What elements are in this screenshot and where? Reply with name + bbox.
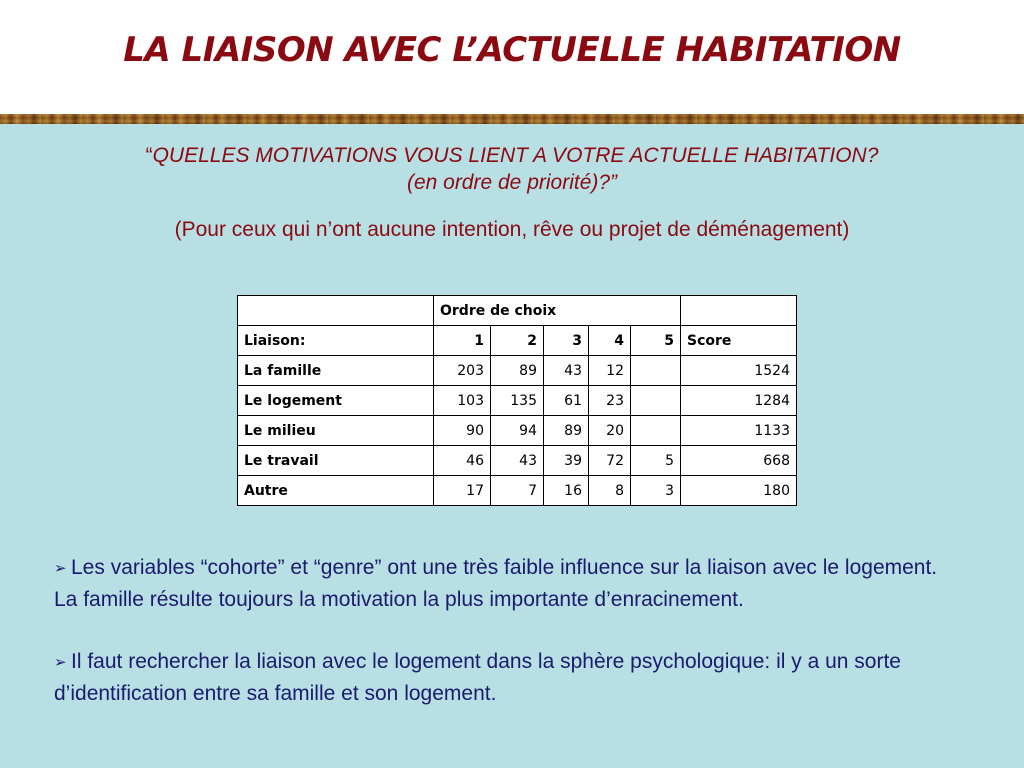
cell-rank-5: 5 <box>631 446 681 476</box>
open-quote: “ <box>145 144 153 167</box>
cell-rank-4: 12 <box>589 356 631 386</box>
cell-rank-2: 43 <box>491 446 544 476</box>
table-cell-empty <box>681 296 797 326</box>
cell-rank-4: 72 <box>589 446 631 476</box>
column-header-3: 3 <box>544 326 589 356</box>
group-header-ordre-de-choix: Ordre de choix <box>434 296 681 326</box>
cell-score: 1524 <box>681 356 797 386</box>
cell-score: 1284 <box>681 386 797 416</box>
cell-rank-2: 94 <box>491 416 544 446</box>
arrow-bullet-icon: ➢ <box>54 560 67 577</box>
cell-rank-3: 43 <box>544 356 589 386</box>
conclusions-list <box>54 552 964 740</box>
row-label: Le milieu <box>238 416 434 446</box>
cell-rank-2: 7 <box>491 476 544 506</box>
row-label: La famille <box>238 356 434 386</box>
row-label: Le travail <box>238 446 434 476</box>
row-label: Le logement <box>238 386 434 416</box>
column-header-score: Score <box>681 326 797 356</box>
table-header-row <box>238 326 797 356</box>
cell-rank-2: 135 <box>491 386 544 416</box>
bullet-item <box>54 552 964 615</box>
bullet-item <box>54 646 964 709</box>
cell-rank-1: 17 <box>434 476 491 506</box>
bullet-text: Il faut rechercher la liaison avec le logement dans la sphère psychologique: il y a un sorte d’identification entre sa famille et son logement. <box>54 650 901 705</box>
cell-rank-1: 46 <box>434 446 491 476</box>
cell-rank-4: 8 <box>589 476 631 506</box>
table-row <box>238 446 797 476</box>
cell-rank-1: 90 <box>434 416 491 446</box>
cell-rank-4: 23 <box>589 386 631 416</box>
cell-score: 1133 <box>681 416 797 446</box>
table-cell-empty <box>238 296 434 326</box>
question-text: QUELLES MOTIVATIONS VOUS LIENT A VOTRE ACTUELLE HABITATION? <box>152 144 879 167</box>
cell-rank-2: 89 <box>491 356 544 386</box>
decorative-texture-band <box>0 114 1024 124</box>
row-label: Autre <box>238 476 434 506</box>
cell-rank-5 <box>631 386 681 416</box>
cell-rank-5 <box>631 356 681 386</box>
bullet-text: Les variables “cohorte” et “genre” ont une très faible influence sur la liaison avec le logement. La famille résulte toujours la motivation la plus importante d’enracinement. <box>54 556 938 611</box>
table-row <box>238 416 797 446</box>
table-row <box>238 476 797 506</box>
column-header-2: 2 <box>491 326 544 356</box>
cell-rank-3: 39 <box>544 446 589 476</box>
cell-score: 668 <box>681 446 797 476</box>
column-header-1: 1 <box>434 326 491 356</box>
column-header-4: 4 <box>589 326 631 356</box>
question-line-1 <box>0 142 1024 169</box>
survey-question <box>0 142 1024 196</box>
cell-score: 180 <box>681 476 797 506</box>
cell-rank-3: 16 <box>544 476 589 506</box>
arrow-bullet-icon: ➢ <box>54 654 67 671</box>
table-row <box>238 356 797 386</box>
results-table <box>237 295 797 506</box>
cell-rank-3: 89 <box>544 416 589 446</box>
slide-title: LA LIAISON AVEC L’ACTUELLE HABITATION <box>123 30 901 70</box>
question-line-2: (en ordre de priorité)?” <box>406 171 618 194</box>
slide-content <box>0 124 1024 768</box>
column-header-liaison: Liaison: <box>238 326 434 356</box>
cell-rank-4: 20 <box>589 416 631 446</box>
cell-rank-1: 103 <box>434 386 491 416</box>
cell-rank-3: 61 <box>544 386 589 416</box>
cell-rank-5 <box>631 416 681 446</box>
column-header-5: 5 <box>631 326 681 356</box>
cell-rank-1: 203 <box>434 356 491 386</box>
cell-rank-5: 3 <box>631 476 681 506</box>
table-group-header-row <box>238 296 797 326</box>
title-area <box>0 0 1024 114</box>
audience-note: (Pour ceux qui n’ont aucune intention, rêve ou projet de déménagement) <box>174 218 850 241</box>
table-row <box>238 386 797 416</box>
